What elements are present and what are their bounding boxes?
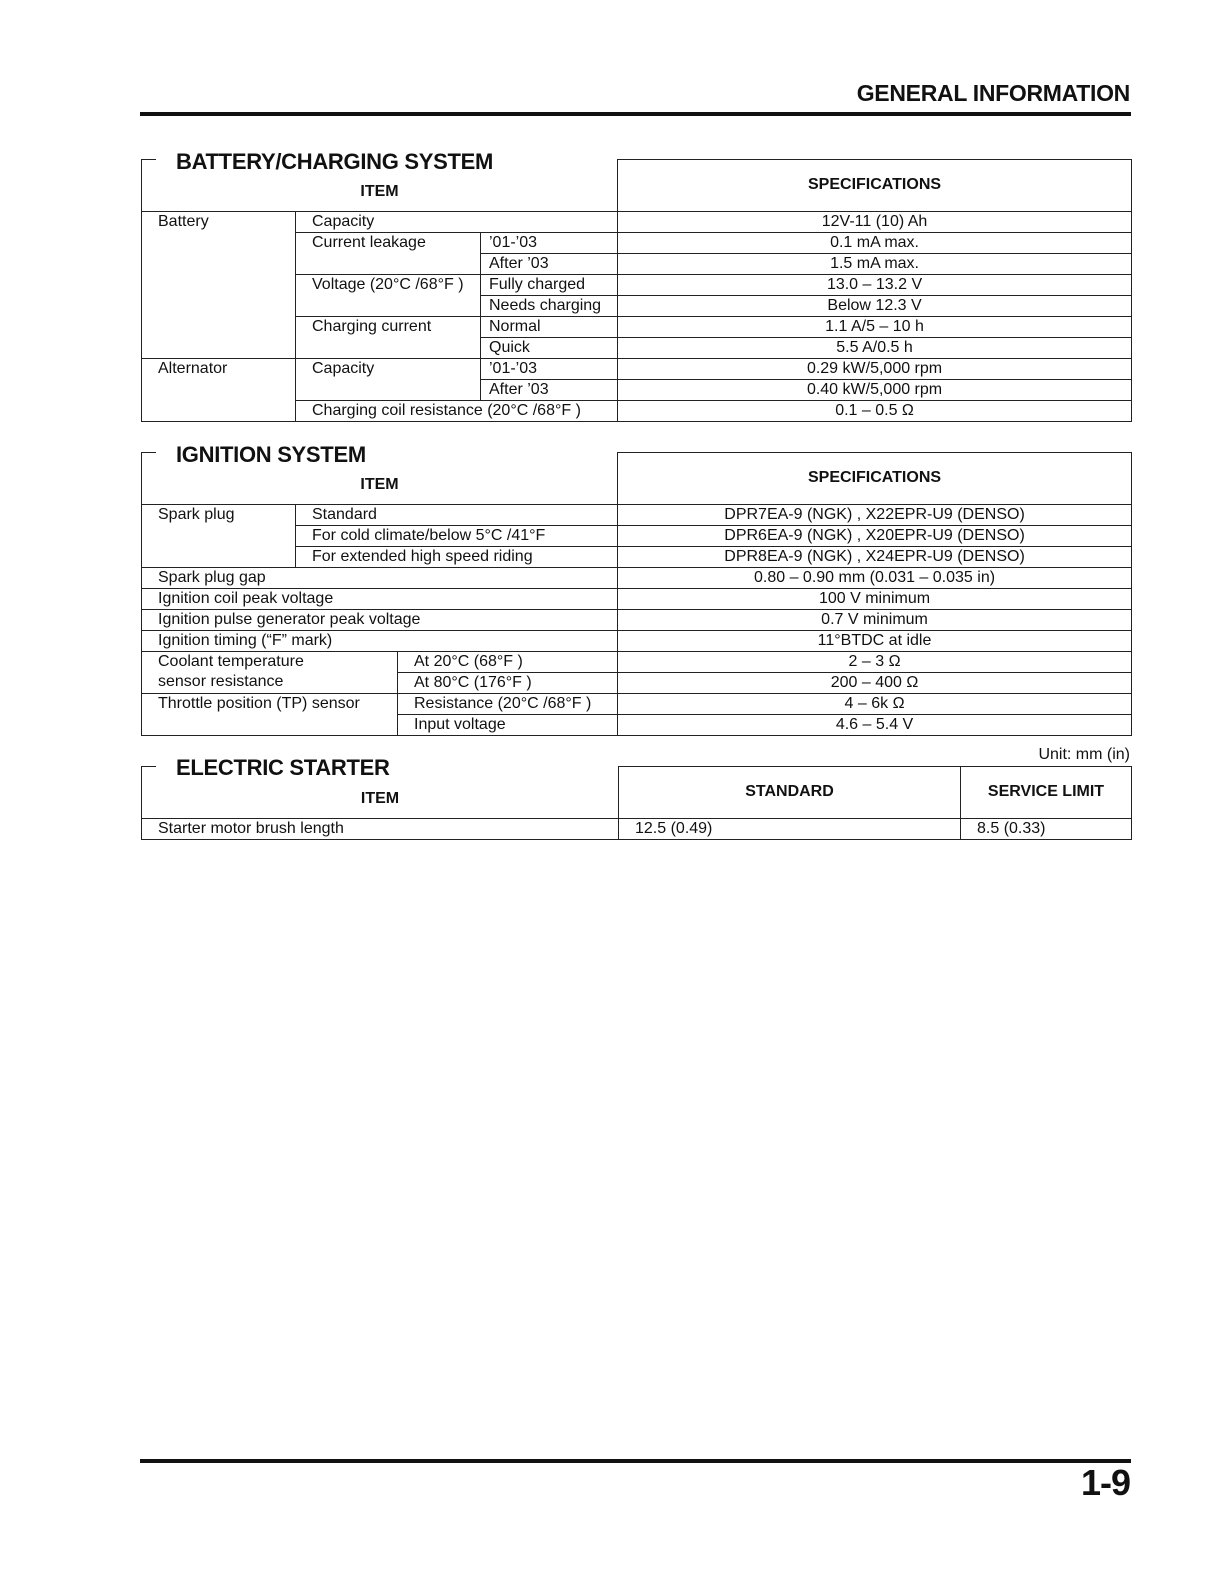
- battery-section-title: BATTERY/CHARGING SYSTEM: [174, 150, 497, 174]
- tp-sensor-label: Throttle position (TP) sensor: [142, 693, 398, 735]
- spec-column-header: SPECIFICATIONS: [618, 453, 1132, 505]
- coil-peak-value: 100 V minimum: [618, 588, 1132, 609]
- standard-column-header: STANDARD: [619, 767, 961, 819]
- normal-value: 1.1 A/5 – 10 h: [618, 316, 1132, 337]
- table-row: [142, 567, 1132, 588]
- alternator-capacity-label: Capacity: [296, 358, 481, 400]
- input-voltage-label: Input voltage: [398, 714, 618, 735]
- high-speed-value: DPR8EA-9 (NGK) , X24EPR-U9 (DENSO): [618, 546, 1132, 567]
- leakage-01-03-value: 0.1 mA max.: [618, 232, 1132, 253]
- at20-value: 2 – 3 Ω: [618, 651, 1132, 672]
- quick-value: 5.5 A/0.5 h: [618, 337, 1132, 358]
- alt-01-03-label: ’01-’03: [481, 358, 618, 379]
- unit-note: Unit: mm (in): [1038, 746, 1130, 763]
- coolant-line-2: sensor resistance: [158, 672, 284, 690]
- footer-rule: [140, 1459, 1131, 1463]
- service-limit-column-header: SERVICE LIMIT: [961, 767, 1132, 819]
- table-row: [142, 588, 1132, 609]
- tp-resistance-value: 4 – 6k Ω: [618, 693, 1132, 714]
- leakage-after-03-value: 1.5 mA max.: [618, 253, 1132, 274]
- battery-capacity-label: Capacity: [296, 211, 618, 232]
- table-row: [142, 651, 1132, 672]
- ignition-section-title: IGNITION SYSTEM: [174, 443, 370, 467]
- alt-after-03-value: 0.40 kW/5,000 rpm: [618, 379, 1132, 400]
- leakage-01-03-label: ’01-’03: [481, 232, 618, 253]
- at20-label: At 20°C (68°F ): [398, 651, 618, 672]
- brush-length-label: Starter motor brush length: [142, 818, 619, 839]
- spec-column-header: SPECIFICATIONS: [618, 160, 1132, 212]
- page-number: 1-9: [1080, 1462, 1130, 1503]
- timing-label: Ignition timing (“F” mark): [142, 630, 618, 651]
- table-row: [142, 630, 1132, 651]
- brush-limit-value: 8.5 (0.33): [961, 818, 1132, 839]
- input-voltage-value: 4.6 – 5.4 V: [618, 714, 1132, 735]
- table-header-row: [142, 453, 1132, 505]
- spark-plug-gap-value: 0.80 – 0.90 mm (0.031 – 0.035 in): [618, 567, 1132, 588]
- alt-after-03-label: After ’03: [481, 379, 618, 400]
- alternator-label: Alternator: [142, 358, 296, 421]
- tp-resistance-label: Resistance (20°C /68°F ): [398, 693, 618, 714]
- cold-climate-label: For cold climate/below 5°C /41°F: [296, 525, 618, 546]
- brush-standard-value: 12.5 (0.49): [619, 818, 961, 839]
- page-header-title: GENERAL INFORMATION: [856, 80, 1130, 106]
- pulse-peak-value: 0.7 V minimum: [618, 609, 1132, 630]
- table-row: [142, 504, 1132, 525]
- coolant-sensor-label: [142, 651, 398, 693]
- at80-label: At 80°C (176°F ): [398, 672, 618, 693]
- spark-plug-label: Spark plug: [142, 504, 296, 567]
- needs-charging-value: Below 12.3 V: [618, 295, 1132, 316]
- coil-peak-label: Ignition coil peak voltage: [142, 588, 618, 609]
- table-row: [142, 818, 1132, 839]
- table-row: [142, 211, 1132, 232]
- charging-current-label: Charging current: [296, 316, 481, 358]
- standard-label: Standard: [296, 504, 618, 525]
- quick-label: Quick: [481, 337, 618, 358]
- needs-charging-label: Needs charging: [481, 295, 618, 316]
- high-speed-label: For extended high speed riding: [296, 546, 618, 567]
- battery-label: Battery: [142, 211, 296, 358]
- battery-spec-table: [141, 159, 1132, 422]
- coolant-line-1: Coolant temperature: [158, 652, 304, 670]
- at80-value: 200 – 400 Ω: [618, 672, 1132, 693]
- item-column-header: ITEM: [142, 767, 619, 819]
- current-leakage-label: Current leakage: [296, 232, 481, 274]
- item-column-header: ITEM: [142, 453, 618, 505]
- item-column-header: ITEM: [142, 160, 618, 212]
- header-rule: [140, 112, 1131, 116]
- table-row: [142, 358, 1132, 379]
- table-row: [142, 609, 1132, 630]
- cold-climate-value: DPR6EA-9 (NGK) , X20EPR-U9 (DENSO): [618, 525, 1132, 546]
- normal-label: Normal: [481, 316, 618, 337]
- table-header-row: [142, 160, 1132, 212]
- table-header-row: [142, 767, 1132, 819]
- alt-01-03-value: 0.29 kW/5,000 rpm: [618, 358, 1132, 379]
- charging-coil-label: Charging coil resistance (20°C /68°F ): [296, 400, 618, 421]
- ignition-spec-table: [141, 452, 1132, 736]
- fully-charged-value: 13.0 – 13.2 V: [618, 274, 1132, 295]
- table-row: [142, 693, 1132, 714]
- standard-value: DPR7EA-9 (NGK) , X22EPR-U9 (DENSO): [618, 504, 1132, 525]
- spark-plug-gap-label: Spark plug gap: [142, 567, 618, 588]
- fully-charged-label: Fully charged: [481, 274, 618, 295]
- leakage-after-03-label: After ’03: [481, 253, 618, 274]
- battery-capacity-value: 12V-11 (10) Ah: [618, 211, 1132, 232]
- voltage-label: Voltage (20°C /68°F ): [296, 274, 481, 316]
- timing-value: 11°BTDC at idle: [618, 630, 1132, 651]
- charging-coil-value: 0.1 – 0.5 Ω: [618, 400, 1132, 421]
- pulse-peak-label: Ignition pulse generator peak voltage: [142, 609, 618, 630]
- starter-spec-table: [141, 766, 1132, 840]
- starter-section-title: ELECTRIC STARTER: [174, 756, 394, 780]
